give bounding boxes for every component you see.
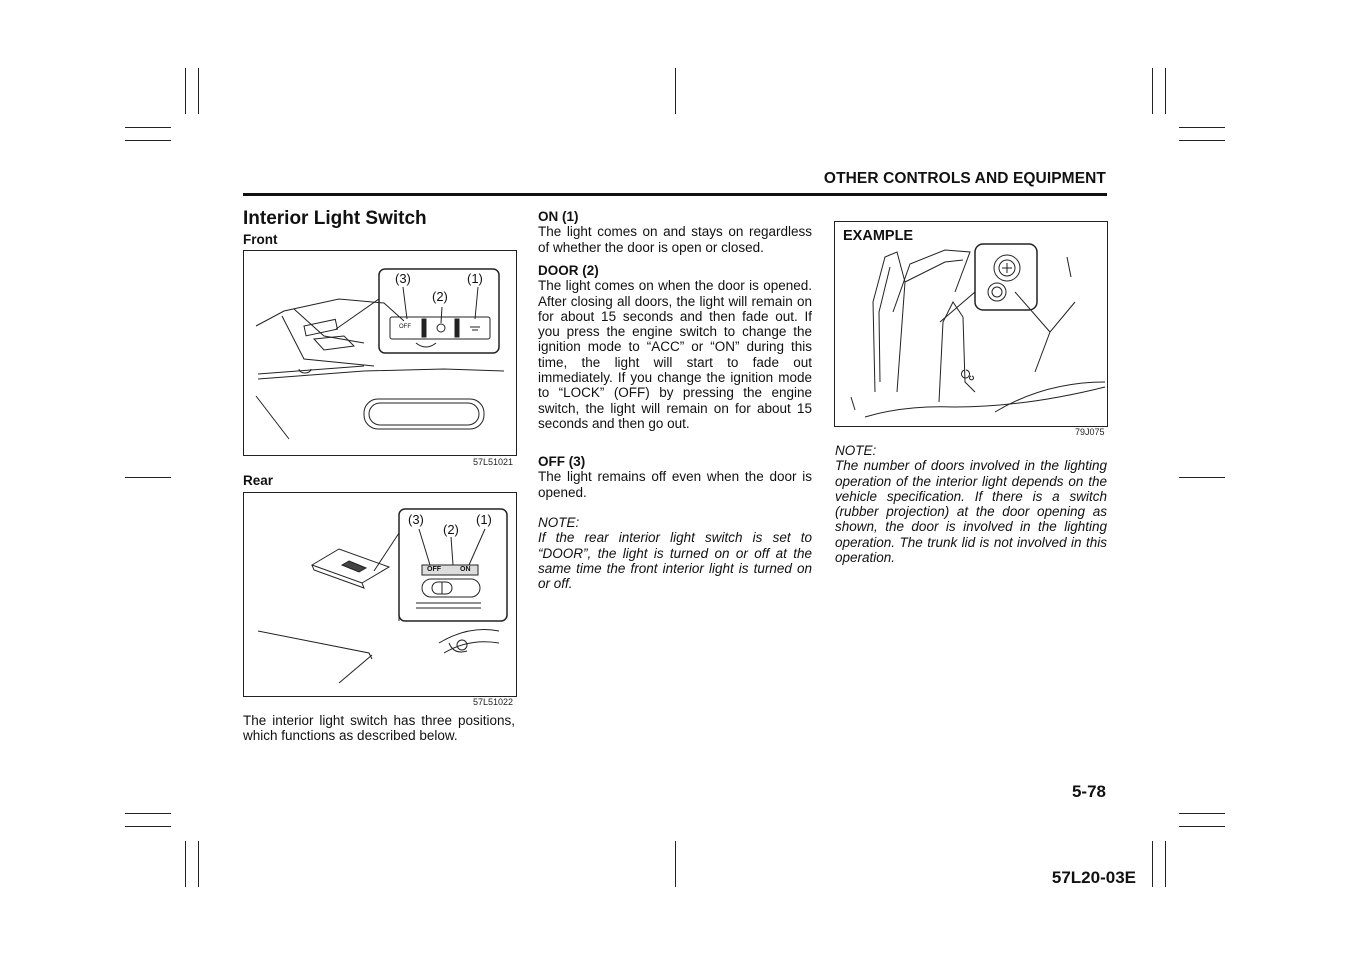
rear-label: Rear [243,473,274,488]
door-heading: DOOR (2) [538,263,599,278]
page-title: Interior Light Switch [243,208,427,229]
rear-switch-on-text: ON [460,566,471,573]
note2-text: The number of doors involved in the lighting operation of the interior light depends on the vehicle specification. If there is a switch (rubber projection) at the door opening as shown, the door is involved in the lighting operation. The trunk lid is not involved in this operation. [835,458,1107,566]
front-switch-off-text: OFF [399,324,411,330]
example-label: EXAMPLE [843,228,914,244]
door-section [538,263,812,431]
rear-callout-1: (1) [476,512,492,527]
front-figure-code: 57L51021 [473,457,514,467]
off-section [538,454,812,500]
note-rear-switch [538,515,812,591]
note2-heading: NOTE: [835,443,877,458]
front-callout-3: (3) [395,271,411,286]
intro-paragraph: The interior light switch has three positions, which functions as described below. [243,713,515,744]
front-switch-illustration [243,250,517,456]
example-figure-code: 79J075 [1075,427,1105,437]
section-header: OTHER CONTROLS AND EQUIPMENT [823,170,1106,187]
on-text: The light comes on and stays on regardless of whether the door is open or closed. [538,224,812,255]
page-number: 5-78 [1071,782,1106,801]
on-heading: ON (1) [538,209,579,224]
rear-switch-illustration [243,492,517,697]
rear-callout-3: (3) [408,512,424,527]
document-code: 57L20-03E [1051,868,1136,887]
note1-text: If the rear interior light switch is set to “DOOR”, the light is turned on or off at the same time the front interior light is turned on or off. [538,530,812,592]
header-rule [243,193,1107,196]
door-text: The light comes on when the door is opened. After closing all doors, the light will remain on for about 15 seconds and then fade out. If you press the engine switch to change the ignition mode to “ACC” or “ON” during this time, the light will start to fade out immediately. If you change the ignition mode to “LOCK” (OFF) by pressing the engine switch, the light will remain on for about 15 seconds and then go out. [538,278,812,431]
door-switch-illustration [834,221,1108,427]
rear-switch-off-text: OFF [427,566,441,573]
note-door-involvement [835,443,1107,565]
rear-figure-code: 57L51022 [473,697,514,707]
on-section [538,209,812,255]
note1-heading: NOTE: [538,515,580,530]
front-callout-2: (2) [432,289,448,304]
front-label: Front [243,232,278,247]
rear-callout-2: (2) [443,522,459,537]
off-text: The light remains off even when the door is opened. [538,469,812,500]
off-heading: OFF (3) [538,454,586,469]
front-callout-1: (1) [467,271,483,286]
